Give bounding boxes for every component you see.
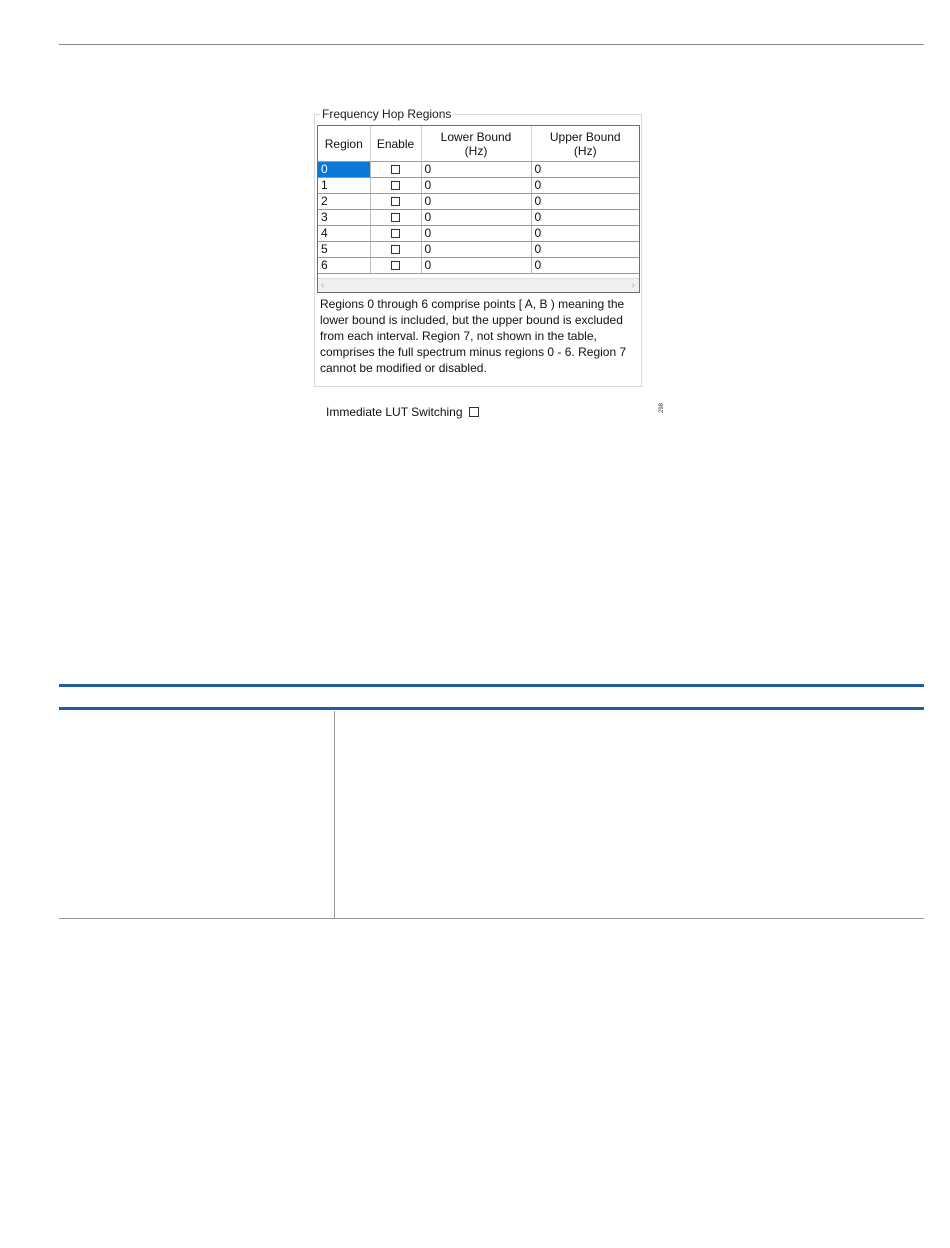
lower-bound-cell[interactable]: 0 bbox=[421, 242, 531, 258]
enable-cell[interactable] bbox=[370, 178, 421, 194]
header-row bbox=[318, 126, 639, 162]
upper-bound-cell[interactable]: 0 bbox=[531, 242, 639, 258]
col-header-upper-bound[interactable]: Upper Bound (Hz) bbox=[531, 126, 639, 162]
enable-checkbox[interactable] bbox=[391, 181, 400, 190]
immediate-lut-switching[interactable] bbox=[326, 405, 479, 419]
horizontal-scrollbar[interactable] bbox=[318, 278, 639, 292]
lower-bound-cell[interactable]: 0 bbox=[421, 178, 531, 194]
upper-bound-cell[interactable]: 0 bbox=[531, 194, 639, 210]
table-column-divider bbox=[334, 711, 335, 918]
enable-checkbox[interactable] bbox=[391, 197, 400, 206]
table-bottom-rule bbox=[59, 918, 924, 919]
enable-checkbox[interactable] bbox=[391, 165, 400, 174]
region-cell[interactable]: 5 bbox=[318, 242, 370, 258]
enable-checkbox[interactable] bbox=[391, 245, 400, 254]
enable-cell[interactable] bbox=[370, 210, 421, 226]
lower-bound-cell[interactable]: 0 bbox=[421, 210, 531, 226]
upper-bound-cell[interactable]: 0 bbox=[531, 258, 639, 274]
enable-cell[interactable] bbox=[370, 242, 421, 258]
col-header-lower-bound[interactable]: Lower Bound (Hz) bbox=[421, 126, 531, 162]
enable-checkbox[interactable] bbox=[391, 213, 400, 222]
upper-bound-cell[interactable]: 0 bbox=[531, 162, 639, 178]
region-cell[interactable]: 1 bbox=[318, 178, 370, 194]
table-row[interactable] bbox=[318, 210, 639, 226]
region-cell[interactable]: 2 bbox=[318, 194, 370, 210]
enable-cell[interactable] bbox=[370, 226, 421, 242]
scroll-right-icon[interactable]: › bbox=[631, 280, 635, 291]
lower-bound-cell[interactable]: 0 bbox=[421, 162, 531, 178]
enable-cell[interactable] bbox=[370, 258, 421, 274]
immediate-lut-label: Immediate LUT Switching bbox=[326, 405, 463, 419]
figure-id: 298 bbox=[659, 402, 665, 413]
upper-bound-cell[interactable]: 0 bbox=[531, 178, 639, 194]
lower-bound-cell[interactable]: 0 bbox=[421, 226, 531, 242]
table-top-rule bbox=[59, 684, 924, 687]
immediate-lut-checkbox[interactable] bbox=[469, 407, 479, 417]
regions-note: Regions 0 through 6 comprise points [ A, B ) meaning the lower bound is included, but the upper bound is excluded from each interval. Region 7, not shown in the table, comprises the full spectrum minus regions 0 - 6. Region 7 cannot be modified or disabled. bbox=[320, 297, 627, 375]
frequency-hop-table bbox=[317, 125, 640, 293]
group-title: Frequency Hop Regions bbox=[322, 107, 452, 121]
enable-cell[interactable] bbox=[370, 162, 421, 178]
lower-bound-cell[interactable]: 0 bbox=[421, 258, 531, 274]
col-header-enable[interactable]: Enable bbox=[370, 126, 421, 162]
table-row[interactable] bbox=[318, 178, 639, 194]
table-row[interactable] bbox=[318, 194, 639, 210]
table-row[interactable] bbox=[318, 258, 639, 274]
top-rule bbox=[59, 44, 924, 45]
region-cell[interactable]: 3 bbox=[318, 210, 370, 226]
table-row[interactable] bbox=[318, 162, 639, 178]
table-row[interactable] bbox=[318, 226, 639, 242]
enable-checkbox[interactable] bbox=[391, 261, 400, 270]
table-header-rule bbox=[59, 707, 924, 710]
region-cell[interactable]: 6 bbox=[318, 258, 370, 274]
lower-bound-cell[interactable]: 0 bbox=[421, 194, 531, 210]
scroll-left-icon[interactable]: ‹ bbox=[321, 280, 325, 291]
region-cell[interactable]: 4 bbox=[318, 226, 370, 242]
table-row[interactable] bbox=[318, 242, 639, 258]
upper-bound-cell[interactable]: 0 bbox=[531, 210, 639, 226]
enable-cell[interactable] bbox=[370, 194, 421, 210]
upper-bound-cell[interactable]: 0 bbox=[531, 226, 639, 242]
region-cell[interactable]: 0 bbox=[318, 162, 370, 178]
enable-checkbox[interactable] bbox=[391, 229, 400, 238]
col-header-region[interactable]: Region bbox=[318, 126, 370, 162]
